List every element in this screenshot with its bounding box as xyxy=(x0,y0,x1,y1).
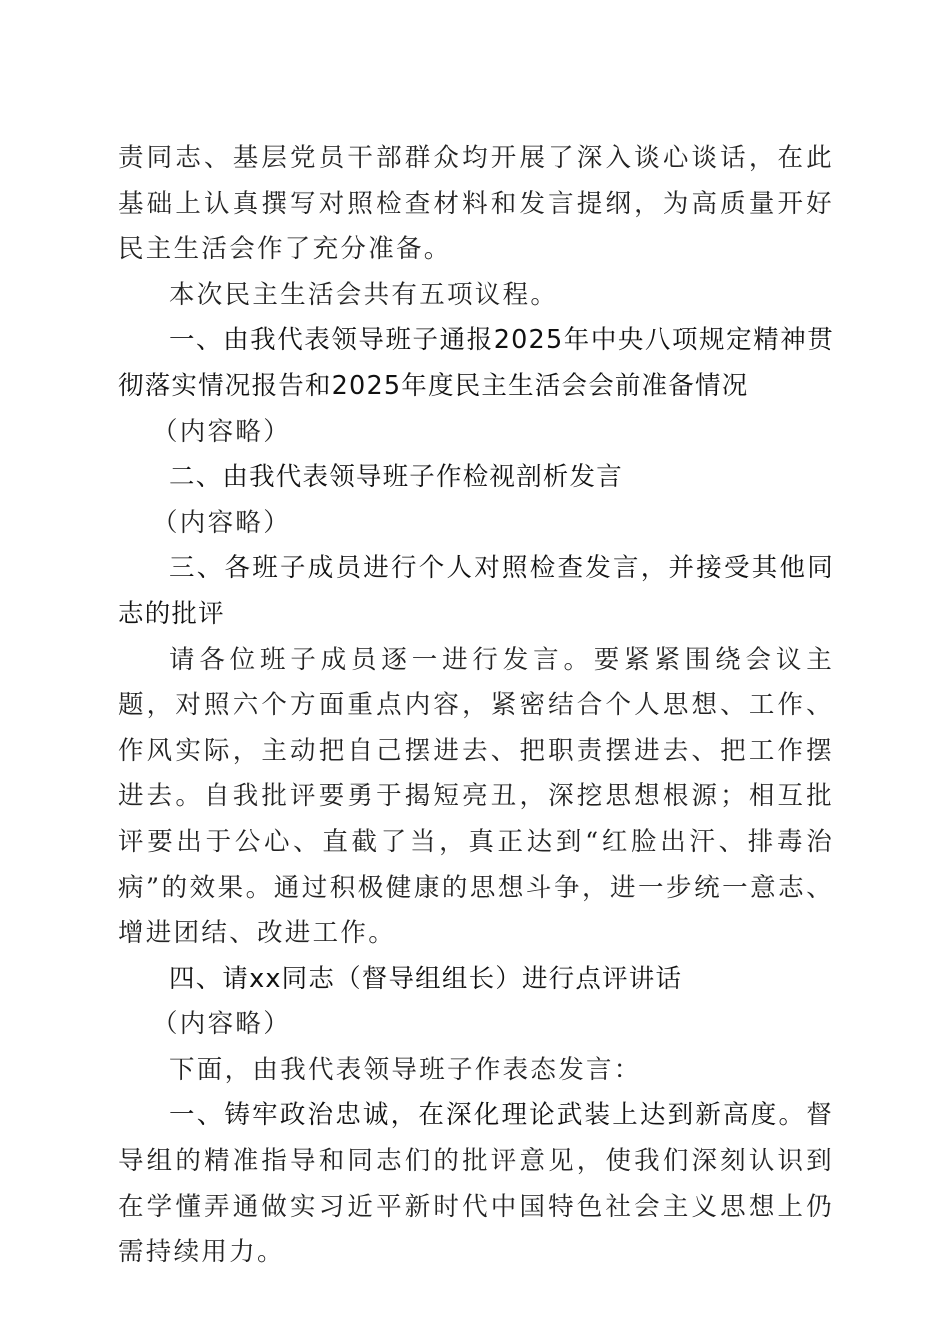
agenda-item-2-heading: 二、由我代表领导班子作检视剖析发言 xyxy=(169,462,623,493)
agenda-item-3-heading: 三、各班子成员进行个人对照检查发言，并接受其他同志的批评 xyxy=(118,553,834,629)
content-omitted-note-2: （内容略） xyxy=(152,507,292,538)
paragraph-statement-intro: 下面，由我代表领导班子作表态发言： xyxy=(169,1054,642,1085)
agenda-item-1-heading: 一、由我代表领导班子通报2025年中央八项规定精神贯彻落实情况报告和2025年度民主生活会会前准备情况 xyxy=(118,325,834,401)
paragraph-member-speeches: 请各位班子成员逐一进行发言。要紧紧围绕会议主题，对照六个方面重点内容，紧密结合个人思想、工作、作风实际，主动把自己摆进去、把职责摆进去、把工作摆进去。自我批评要勇于揭短亮丑，深挖思想根源；相互批评要出于公心、直截了当，真正达到“红脸出汗、排毒治病”的效果。通过积极健康的思想斗争，进一步统一意志、增进团结、改进工作。 xyxy=(118,644,834,949)
commitment-1-lead: 一、铸牢政治忠诚，在深化理论武装上达到新高度。 xyxy=(169,1100,807,1131)
agenda-item-4-heading: 四、请xx同志（督导组组长）进行点评讲话 xyxy=(169,963,683,994)
paragraph-preparation: 责同志、基层党员干部群众均开展了深入谈心谈话，在此基础上认真撰写对照检查材料和发言提纲，为高质量开好民主生活会作了充分准备。 xyxy=(118,143,834,265)
commitment-1-body: 督导组的精准指导和同志们的批评意见，使我们深刻认识到在学懂弄通做实习近平新时代中国特色社会主义思想上仍需持续用力。 xyxy=(118,1100,834,1268)
paragraph-commitment-1 xyxy=(118,1093,834,1275)
content-omitted-note-3: （内容略） xyxy=(152,1009,292,1040)
content-omitted-note-1: （内容略） xyxy=(152,416,292,447)
paragraph-agenda-intro: 本次民主生活会共有五项议程。 xyxy=(169,279,559,310)
document-body xyxy=(118,136,834,1276)
